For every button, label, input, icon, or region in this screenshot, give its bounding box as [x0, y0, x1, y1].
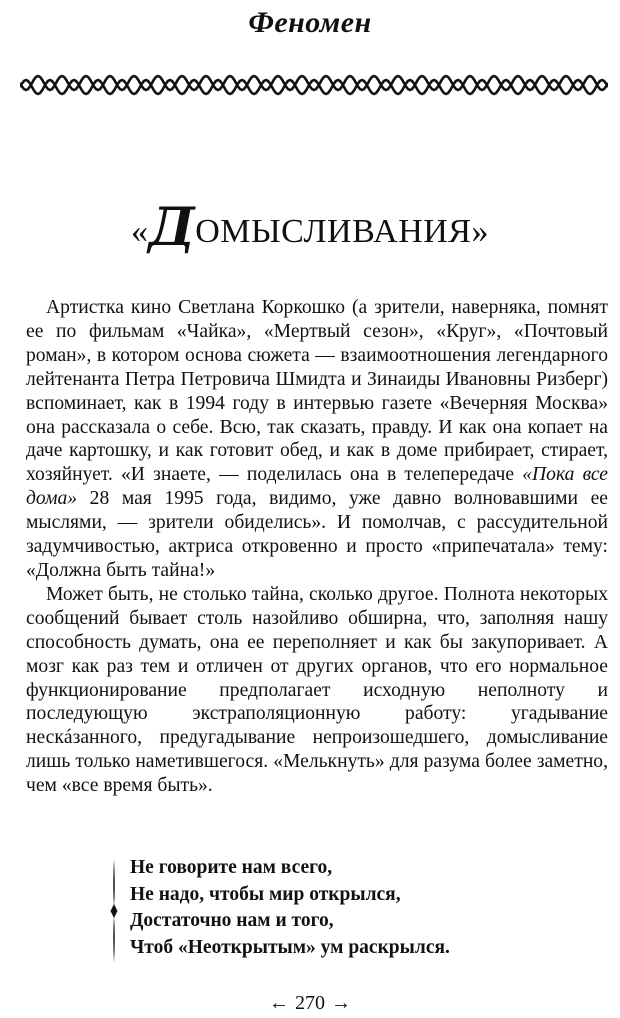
wavy-double-line-ornament: [20, 68, 608, 102]
paragraph-1: [26, 296, 608, 583]
chapter-title-rest: ОМЫСЛИВАНИЯ: [195, 213, 472, 250]
poem-line: Не надо, чтобы мир открылся,: [130, 883, 401, 905]
drop-cap-initial: Д: [148, 197, 196, 258]
poem-line: Не говорите нам всего,: [130, 857, 333, 878]
poem-lines: [130, 855, 550, 961]
left-arrow-icon: ←: [269, 992, 289, 1014]
page-number: 270: [295, 992, 325, 1014]
chapter-title: [0, 197, 620, 258]
tv-show-title: «Пока все дома»: [26, 464, 608, 510]
vertical-rule-ornament-icon: [108, 857, 120, 965]
body-text: [26, 296, 608, 798]
right-arrow-icon: →: [331, 992, 351, 1014]
page-footer: [0, 992, 620, 1015]
poem-line: Достаточно нам и того,: [130, 910, 334, 931]
paragraph-2: Может быть, не столько тайна, сколько другое. Полнота некоторых сообщений бывает столь назойливо обширна, что, заполняя нашу способность думать, она ее переполняет и как бы закупоривает. А мозг как раз тем и отличен от других органов, что его нормальное функционирование предполагает исходную неполноту и последующую экстраполяционную работу: угадывание нескáзанного, предугадывание непроизошедшего, домысливание лишь только наметившегося. «Мелькнуть» для разума более заметно, чем «все время быть».: [26, 583, 608, 797]
paragraph-1-part-1: Артистка кино Светлана Коркошко (а зрители, наверняка, помнят ее по фильмам «Чайка», «Мертвый сезон», «Круг», «Почтовый роман», в котором основа сюжета — взаимоотношения легендарного лейтенанта Петра Петровича Шмидта и Зинаиды Ивановны Ризберг) вспоминает, как в 1994 году в интервью газете «Вечерняя Москва» она рассказала о себе. Всю, так сказать, правду. И как она копает на даче картошку, и как готовит обед, и как в доме прибирает, стирает, хозяйнует. «И знаете, — поделилась она в телепередаче: [26, 297, 608, 486]
chapter-title-close-quote: »: [471, 213, 489, 250]
paragraph-1-part-2: 28 мая 1995 года, видимо, уже давно волновавшими ее мыслями, — зрители обиделись». И помолчав, с рассудительной задумчивостью, актриса откровенно и просто «припечатала» тему: «Должна быть тайна!»: [26, 488, 608, 581]
chapter-title-open-quote: «: [130, 213, 149, 250]
running-head: Феномен: [248, 6, 372, 39]
poem-line: Чтоб «Неоткрытым» ум раскрылся.: [130, 936, 450, 958]
